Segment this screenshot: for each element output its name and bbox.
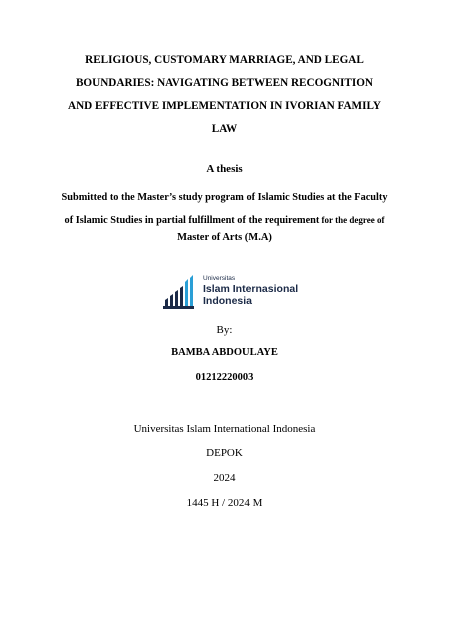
submission-statement (20, 186, 429, 232)
degree-name: Master of Arts (M.A) (177, 232, 272, 243)
author-name: BAMBA ABDOULAYE (171, 347, 278, 358)
uiii-logo-icon (163, 273, 199, 309)
thesis-title (30, 49, 419, 141)
city: DEPOK (206, 447, 243, 459)
logo-text-line-1: Islam Internasional (203, 283, 299, 295)
title-line: RELIGIOUS, CUSTOMARY MARRIAGE, AND LEGAL (85, 54, 364, 66)
hijri-year: 1445 H / 2024 M (186, 497, 263, 509)
logo-wordmark (203, 275, 298, 307)
logo-text-small: Universitas (203, 275, 236, 282)
submission-line-2 (20, 209, 429, 232)
logo-text-line-2: Indonesia (203, 295, 253, 307)
title-line: LAW (211, 123, 238, 135)
title-line: BOUNDARIES: NAVIGATING BETWEEN RECOGNITION (75, 77, 374, 89)
submission-line-2-small: for the degree of (319, 215, 385, 225)
title-line: AND EFFECTIVE IMPLEMENTATION IN IVORIAN FAMILY (68, 100, 381, 112)
submission-line-2-main: of Islamic Studies in partial fulfillment of the requirement (64, 215, 320, 226)
year: 2024 (213, 472, 236, 484)
university-name: Universitas Islam International Indonesia (133, 423, 316, 435)
by-label: By: (216, 324, 233, 336)
submission-line-1: Submitted to the Master’s study program of Islamic Studies at the Faculty (61, 192, 388, 203)
document-type: A thesis (206, 163, 243, 175)
university-logo (163, 273, 299, 309)
student-id: 01212220003 (195, 372, 254, 383)
